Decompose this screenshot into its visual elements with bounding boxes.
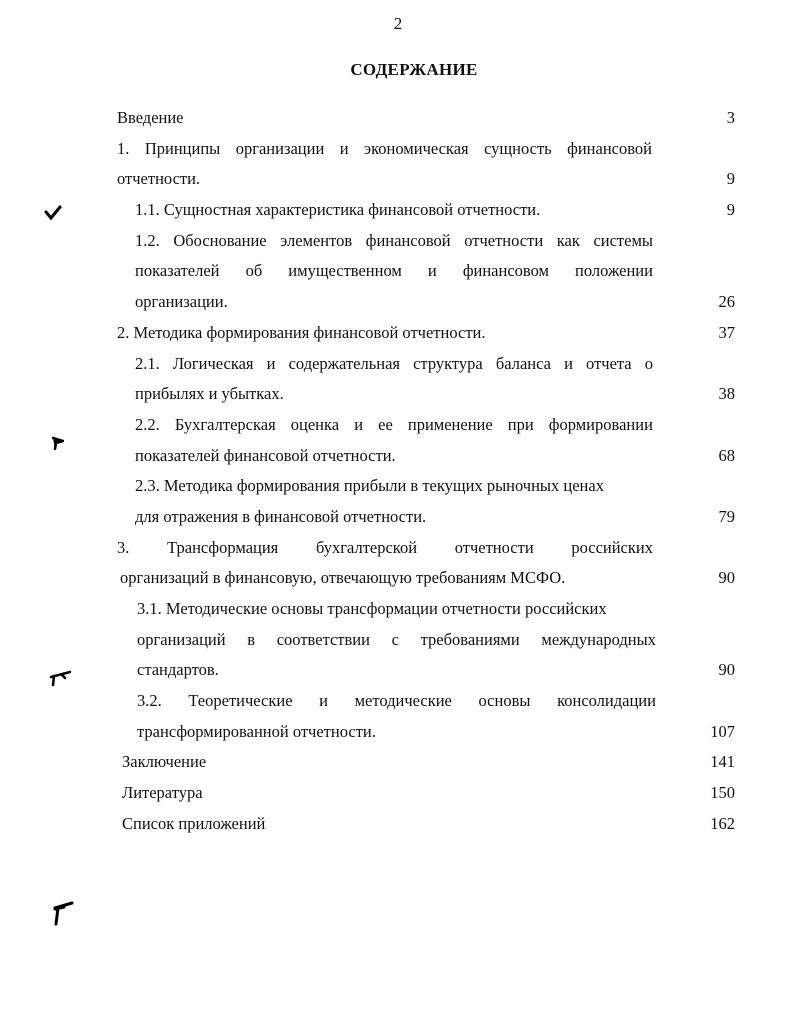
toc-entry-s31-line3[interactable]: стандартов. 90 — [0, 655, 796, 686]
toc-page-number: 68 — [718, 445, 735, 465]
toc-page-number: 9 — [726, 169, 735, 189]
toc-entry-ch1-line1[interactable]: 1. Принципы организации и экономическая сущность финансовой — [117, 138, 652, 158]
toc-entry-s22-line2[interactable]: показателей финансовой отчетности. 68 — [0, 441, 796, 472]
table-of-contents — [0, 103, 796, 840]
toc-entry-literature[interactable]: Литература 150 — [0, 778, 796, 809]
toc-entry-s31-line1[interactable]: 3.1. Методические основы трансформации отчетности российских — [137, 599, 607, 618]
toc-entry-s32-line2[interactable]: трансформированной отчетности. 107 — [0, 717, 796, 748]
toc-entry-s23-line2[interactable]: для отражения в финансовой отчетности. 79 — [0, 502, 796, 533]
toc-entry-s22-line1[interactable]: 2.2. Бухгалтерская оценка и ее применение при формировании — [135, 414, 653, 434]
toc-entry-ch1-line2[interactable]: отчетности. 9 — [0, 164, 796, 195]
toc-entry-s31-line2[interactable]: организаций в соответствии с требованиями международных — [137, 629, 656, 649]
toc-entry-conclusion[interactable]: Заключение 141 — [0, 747, 796, 778]
toc-entry-ch2[interactable]: 2. Методика формирования финансовой отчетности. 37 — [0, 318, 796, 349]
toc-entry-ch3-line2[interactable]: организаций в финансовую, отвечающую требованиям МСФО. 90 — [0, 563, 796, 594]
toc-entry-s21-line2[interactable]: прибылях и убытках. 38 — [0, 379, 796, 410]
toc-entry-s12-line2[interactable]: показателей об имущественном и финансовом положении — [135, 261, 653, 281]
toc-page-number: 37 — [718, 322, 735, 342]
toc-page-number: 38 — [718, 384, 735, 404]
toc-entry-s23-line1[interactable]: 2.3. Методика формирования прибыли в текущих рыночных ценах — [135, 476, 604, 496]
page-number: 2 — [393, 14, 403, 33]
page-title: СОДЕРЖАНИЕ — [350, 60, 478, 79]
toc-page-number: 90 — [718, 568, 735, 588]
toc-entry-s21-line1[interactable]: 2.1. Логическая и содержательная структура баланса и отчета о — [135, 353, 653, 373]
toc-page-number: 26 — [718, 292, 735, 312]
toc-page-number: 141 — [710, 752, 735, 772]
toc-entry-ch3-line1[interactable]: 3. Трансформация бухгалтерской отчетности российских — [117, 537, 653, 557]
toc-page-number: 90 — [718, 660, 735, 680]
pen-mark-icon — [52, 900, 74, 926]
toc-entry-s12-line3[interactable]: организации. 26 — [0, 287, 796, 318]
toc-page-number: 79 — [718, 506, 735, 526]
toc-entry-s12-line1[interactable]: 1.2. Обоснование элементов финансовой отчетности как системы — [135, 230, 653, 250]
toc-page-number: 9 — [726, 200, 735, 220]
toc-page-number: 162 — [710, 813, 735, 833]
toc-page-number: 150 — [710, 783, 735, 803]
toc-entry-s11[interactable]: 1.1. Сущностная характеристика финансовой отчетности. 9 — [0, 195, 796, 226]
toc-entry-text: Введение — [117, 108, 184, 127]
toc-page-number: 3 — [726, 108, 735, 127]
toc-page-number: 107 — [710, 721, 735, 741]
toc-entry-appendices[interactable]: Список приложений 162 — [0, 809, 796, 840]
toc-entry-s32-line1[interactable]: 3.2. Теоретические и методические основы консолидации — [137, 691, 656, 711]
toc-entry-intro[interactable] — [0, 103, 796, 134]
